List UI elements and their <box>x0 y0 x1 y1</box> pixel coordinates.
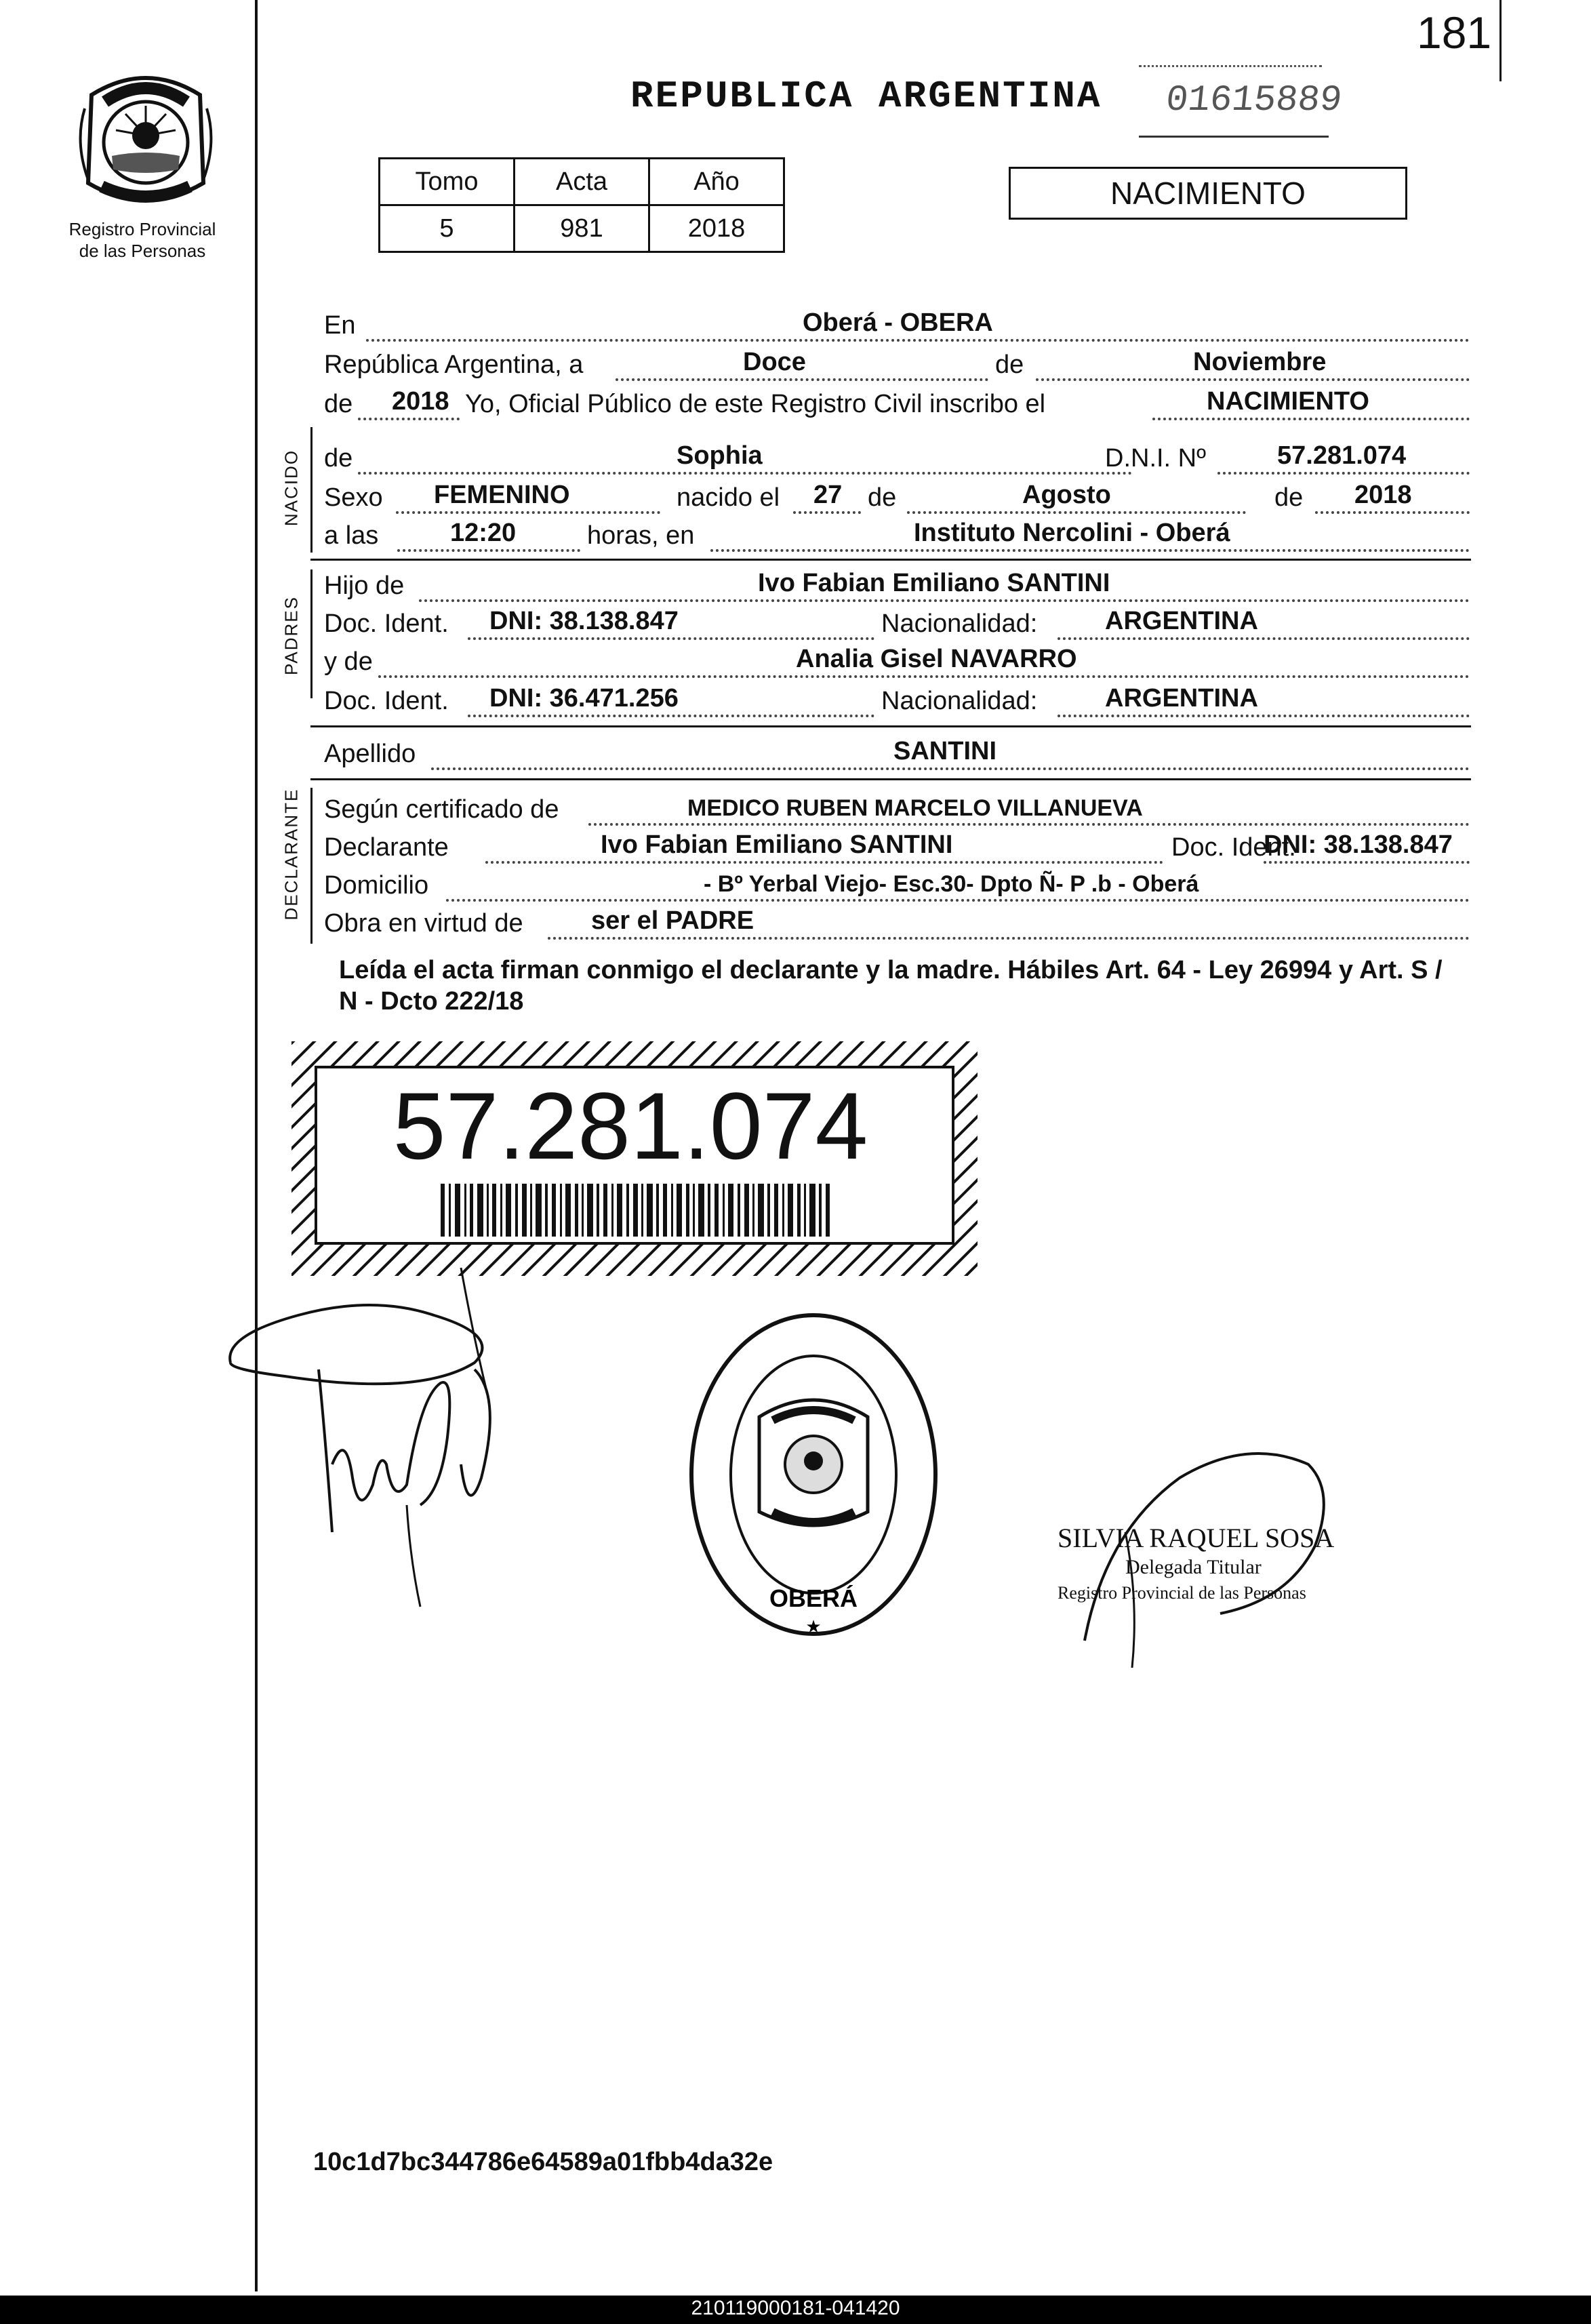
apellido-label: Apellido <box>324 740 416 768</box>
dotted-line <box>616 378 988 381</box>
dotted-line <box>468 715 874 717</box>
section-label-nacido: NACIDO <box>281 449 302 527</box>
margin-line <box>255 0 258 2291</box>
dotted-line <box>1315 511 1470 514</box>
dni-sticker-number: 57.281.074 <box>392 1073 868 1179</box>
section-bar-declarante <box>310 788 313 944</box>
domicilio-label: Domicilio <box>324 871 429 900</box>
declarante-line-1 <box>324 790 1470 828</box>
record-header-tomo: Tomo <box>380 159 515 205</box>
registry-label <box>41 218 244 262</box>
de-label: de <box>868 483 897 512</box>
declarante-line-3 <box>324 866 1470 904</box>
dotted-line <box>366 339 1470 342</box>
certificate-value: MEDICO RUBEN MARCELO VILLANUEVA <box>687 795 1143 821</box>
declarant-signature <box>217 1261 691 1614</box>
child-name: Sophia <box>677 441 763 470</box>
section-label-padres: PADRES <box>281 596 302 675</box>
signer-office: Registro Provincial de las Personas <box>1058 1583 1306 1603</box>
record-table-value-row <box>380 205 784 252</box>
nationality-label: Nacionalidad: <box>881 609 1038 638</box>
declarante-line-2 <box>324 828 1470 866</box>
section-label-declarante: DECLARANTE <box>281 788 302 921</box>
padres-line-4 <box>324 682 1470 720</box>
nacido-line-1 <box>324 439 1470 477</box>
dotted-line <box>1152 418 1470 420</box>
serial-scribble <box>1139 65 1322 67</box>
dotted-line <box>588 823 1470 826</box>
official-stamp <box>685 1308 942 1641</box>
mother-doc: DNI: 36.471.256 <box>489 684 679 713</box>
dotted-line <box>397 549 580 552</box>
dotted-line <box>419 599 1470 602</box>
de-label: de <box>324 390 353 418</box>
alas-label: a las <box>324 521 379 550</box>
record-header-anio: Año <box>649 159 784 205</box>
padres-line-1 <box>324 567 1470 605</box>
dotted-line <box>358 472 1132 475</box>
dotted-line <box>468 637 874 640</box>
nacido-line-2 <box>324 479 1470 517</box>
record-value-anio: 2018 <box>649 205 784 252</box>
document-type-box: NACIMIENTO <box>1009 167 1407 220</box>
dotted-line <box>710 549 1470 552</box>
declarante-doc: DNI: 38.138.847 <box>1264 830 1453 859</box>
dotted-line <box>396 511 660 514</box>
declarante-name: Ivo Fabian Emiliano SANTINI <box>601 830 953 859</box>
intro-line-1 <box>324 306 1470 344</box>
sex-value: FEMENINO <box>434 481 570 509</box>
dotted-line <box>1058 637 1470 640</box>
role-value: ser el PADRE <box>591 906 754 935</box>
padres-line-2 <box>324 605 1470 643</box>
section-bar-nacido <box>310 427 313 553</box>
doc-label: Doc. Ident. <box>1171 833 1296 862</box>
birth-place: Instituto Nercolini - Oberá <box>914 519 1230 547</box>
dotted-line <box>1036 378 1470 381</box>
dotted-line <box>1058 715 1470 717</box>
dotted-line <box>446 899 1470 902</box>
segun-label: Según certificado de <box>324 795 559 824</box>
section-separator <box>310 778 1471 780</box>
stamp-star-icon: ★ <box>805 1616 822 1637</box>
registered-value: NACIMIENTO <box>1207 387 1369 416</box>
section-separator <box>310 725 1471 727</box>
declarante-label: Declarante <box>324 833 449 862</box>
surname-value: SANTINI <box>893 737 996 765</box>
section-separator <box>310 559 1471 561</box>
address-value: - Bº Yerbal Viejo- Esc.30- Dpto Ñ- P .b - Oberá <box>704 871 1199 897</box>
nationality-label: Nacionalidad: <box>881 687 1038 715</box>
dotted-line <box>485 861 1163 864</box>
sexo-label: Sexo <box>324 483 383 512</box>
record-value-tomo: 5 <box>380 205 515 252</box>
birth-month: Agosto <box>1022 481 1111 509</box>
provincial-seal-emblem <box>64 54 227 217</box>
apellido-line <box>324 735 1470 773</box>
doc-label: Doc. Ident. <box>324 609 449 638</box>
birth-year: 2018 <box>1354 481 1412 509</box>
father-nationality: ARGENTINA <box>1105 607 1258 635</box>
signer-role: Delegada Titular <box>1125 1556 1262 1578</box>
nacido-label: nacido el <box>677 483 780 512</box>
yde-label: y de <box>324 647 373 676</box>
country-title: REPUBLICA ARGENTINA <box>630 75 1102 118</box>
de-label: de <box>1274 483 1304 512</box>
de-label: de <box>324 444 353 473</box>
obra-label: Obra en virtud de <box>324 909 523 938</box>
dotted-line <box>907 511 1246 514</box>
dotted-line <box>1217 472 1470 475</box>
day-value: Doce <box>743 348 806 376</box>
place-value: Oberá - OBERA <box>803 308 993 337</box>
birth-time: 12:20 <box>450 519 517 547</box>
mother-nationality: ARGENTINA <box>1105 684 1258 713</box>
republica-label: República Argentina, a <box>324 350 584 379</box>
father-name: Ivo Fabian Emiliano SANTINI <box>758 569 1110 597</box>
stamp-city: OBERÁ <box>769 1584 858 1612</box>
dotted-line <box>793 511 861 514</box>
record-header-acta: Acta <box>515 159 649 205</box>
closing-statement: Leída el acta firman conmigo el declarante y la madre. Hábiles Art. 64 - Ley 26994 y Art. S / N - Dcto 222/18 <box>339 956 1443 1016</box>
footer-code: 210119000181-041420 <box>691 2297 900 2319</box>
year-value: 2018 <box>392 387 449 416</box>
intro-line-3 <box>324 385 1470 423</box>
section-bar-padres <box>310 569 313 698</box>
registry-label-line-2: de las Personas <box>79 241 206 261</box>
birth-day: 27 <box>813 481 843 509</box>
record-value-acta: 981 <box>515 205 649 252</box>
padres-line-3 <box>324 643 1470 681</box>
page-number: 181 <box>1417 7 1492 58</box>
de-label: de <box>995 350 1024 379</box>
hijo-label: Hijo de <box>324 572 405 600</box>
horas-label: horas, en <box>587 521 695 550</box>
dotted-line <box>358 418 460 420</box>
dotted-line <box>1264 861 1470 864</box>
dotted-line <box>378 675 1470 678</box>
month-value: Noviembre <box>1193 348 1327 376</box>
father-doc: DNI: 38.138.847 <box>489 607 679 635</box>
dotted-line <box>431 767 1470 770</box>
signer-name: SILVIA RAQUEL SOSA <box>1058 1523 1335 1553</box>
nacido-line-3 <box>324 517 1470 555</box>
child-dni: 57.281.074 <box>1277 441 1407 470</box>
registry-label-line-1: Registro Provincial <box>68 219 216 239</box>
serial-number: 01615889 <box>1163 80 1344 121</box>
en-label: En <box>324 311 356 340</box>
doc-label: Doc. Ident. <box>324 687 449 715</box>
right-edge-line <box>1499 0 1502 81</box>
mother-name: Analia Gisel NAVARRO <box>796 645 1077 673</box>
declarante-line-4 <box>324 904 1470 942</box>
document-hash: 10c1d7bc344786e64589a01fbb4da32e <box>313 2148 773 2176</box>
record-table-header-row <box>380 159 784 205</box>
intro-line-2 <box>324 346 1470 384</box>
record-table <box>378 157 785 253</box>
dotted-line <box>548 937 1470 940</box>
oficial-text: Yo, Oficial Público de este Registro Civil inscribo el <box>465 390 1046 418</box>
serial-underline <box>1139 136 1329 138</box>
dni-label: D.N.I. Nº <box>1105 444 1206 473</box>
